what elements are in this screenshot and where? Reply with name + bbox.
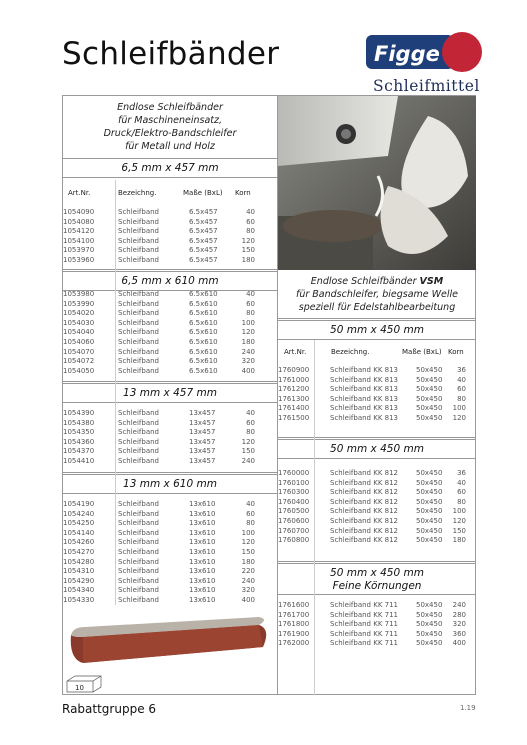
dimensions: 13x457 bbox=[189, 447, 216, 456]
article-number: 1054090 bbox=[63, 208, 95, 216]
grit: 180 bbox=[241, 256, 255, 264]
article-number: 1761200 bbox=[278, 385, 310, 394]
dimensions: 13x457 bbox=[189, 428, 216, 437]
dimensions: 13x610 bbox=[189, 538, 216, 547]
table-row bbox=[63, 300, 277, 310]
designation: Schleifband KK 812 bbox=[330, 526, 398, 535]
grit: 100 bbox=[452, 507, 466, 516]
dimensions: 13x457 bbox=[189, 418, 216, 427]
article-number: 1054080 bbox=[63, 217, 95, 226]
dimensions: 50x450 bbox=[416, 610, 443, 619]
dimensions: 50x450 bbox=[416, 526, 443, 535]
article-number: 1761600 bbox=[278, 601, 310, 609]
product-photo bbox=[278, 96, 476, 270]
grit: 80 bbox=[457, 497, 466, 506]
table-row bbox=[278, 479, 476, 489]
article-number: 1760800 bbox=[278, 536, 310, 545]
article-number: 1760900 bbox=[278, 366, 310, 374]
article-number: 1760700 bbox=[278, 526, 310, 535]
designation: Schleifband bbox=[118, 437, 160, 446]
article-number: 1054060 bbox=[63, 338, 95, 346]
grit: 150 bbox=[241, 548, 255, 556]
grit: 120 bbox=[452, 414, 466, 422]
page-title: Schleifbänder bbox=[62, 36, 280, 72]
article-number: 1761500 bbox=[278, 414, 310, 422]
grit: 180 bbox=[452, 536, 466, 545]
article-number: 1054120 bbox=[63, 227, 95, 236]
table-row bbox=[278, 395, 476, 405]
designation: Schleifband bbox=[118, 509, 160, 518]
table-row bbox=[278, 488, 476, 498]
grit: 100 bbox=[452, 404, 466, 413]
table-row bbox=[63, 256, 277, 266]
logo-text: Figge bbox=[374, 42, 440, 66]
designation: Schleifband bbox=[118, 366, 160, 375]
grit: 240 bbox=[241, 457, 255, 465]
grit: 80 bbox=[246, 428, 255, 437]
grit: 240 bbox=[241, 576, 255, 585]
table-row bbox=[63, 357, 277, 367]
grit: 60 bbox=[457, 488, 466, 497]
table-row bbox=[63, 538, 277, 548]
article-number: 1762000 bbox=[278, 639, 310, 648]
dimensions: 50x450 bbox=[416, 507, 443, 516]
designation: Schleifband bbox=[118, 557, 160, 566]
dimensions: 6.5x457 bbox=[189, 246, 218, 255]
column-header-masse: Maße (BxL) bbox=[402, 348, 442, 356]
table-row bbox=[63, 338, 277, 348]
designation: Schleifband bbox=[118, 447, 160, 456]
dimensions: 6.5x457 bbox=[189, 227, 218, 236]
table-row bbox=[63, 529, 277, 539]
table-row bbox=[278, 630, 476, 640]
grit: 150 bbox=[241, 447, 255, 456]
designation: Schleifband bbox=[118, 357, 160, 366]
table-row bbox=[63, 500, 277, 510]
dimensions: 50x450 bbox=[416, 639, 443, 648]
grit: 280 bbox=[452, 610, 466, 619]
table-row bbox=[278, 527, 476, 537]
designation: Schleifband KK 813 bbox=[330, 375, 398, 384]
article-number: 1054050 bbox=[63, 366, 95, 375]
designation: Schleifband bbox=[118, 567, 160, 576]
designation: Schleifband bbox=[118, 596, 160, 604]
designation: Schleifband KK 813 bbox=[330, 394, 398, 403]
left-intro-line: für Maschineneinsatz, bbox=[117, 115, 223, 126]
dimensions: 13x610 bbox=[189, 548, 216, 556]
grit: 180 bbox=[241, 557, 255, 566]
article-number: 1054360 bbox=[63, 437, 95, 446]
column-header-art: Art.Nr. bbox=[68, 189, 91, 197]
dimensions: 6.5x610 bbox=[189, 290, 218, 298]
dimensions: 50x450 bbox=[416, 394, 443, 403]
column-header-masse: Maße (BxL) bbox=[183, 189, 223, 197]
grit: 400 bbox=[241, 366, 255, 375]
section-header: 13 mm x 457 mm bbox=[63, 381, 277, 403]
dimensions: 50x450 bbox=[416, 375, 443, 384]
dimensions: 13x610 bbox=[189, 528, 216, 537]
grit: 40 bbox=[246, 500, 255, 508]
grit: 120 bbox=[241, 538, 255, 547]
article-number: 1054330 bbox=[63, 596, 95, 604]
table-row bbox=[63, 328, 277, 338]
section-header: 6,5 mm x 610 mm bbox=[63, 269, 277, 291]
article-number: 1054280 bbox=[63, 557, 95, 566]
table-row bbox=[63, 510, 277, 520]
article-number: 1760000 bbox=[278, 469, 310, 477]
table-row bbox=[278, 498, 476, 508]
dimensions: 13x610 bbox=[189, 576, 216, 585]
table-row bbox=[63, 548, 277, 558]
right-intro-line bbox=[278, 275, 476, 288]
grit: 60 bbox=[246, 217, 255, 226]
grit: 320 bbox=[452, 620, 466, 629]
grit: 40 bbox=[246, 208, 255, 216]
grit: 80 bbox=[246, 309, 255, 318]
grit: 60 bbox=[457, 385, 466, 394]
designation: Schleifband bbox=[118, 208, 160, 216]
dimensions: 6.5x610 bbox=[189, 366, 218, 375]
table-row bbox=[63, 419, 277, 429]
designation: Schleifband bbox=[118, 457, 160, 465]
designation: Schleifband KK 812 bbox=[330, 469, 398, 477]
column-header-art: Art.Nr. bbox=[284, 348, 307, 356]
dimensions: 13x457 bbox=[189, 437, 216, 446]
article-number: 1053980 bbox=[63, 290, 95, 298]
article-number: 1054260 bbox=[63, 538, 95, 547]
table-row bbox=[63, 227, 277, 237]
designation: Schleifband bbox=[118, 217, 160, 226]
designation: Schleifband KK 711 bbox=[330, 620, 398, 629]
grit: 80 bbox=[246, 227, 255, 236]
table-row bbox=[278, 611, 476, 621]
grit: 60 bbox=[246, 418, 255, 427]
page-number: 1.19 bbox=[460, 704, 476, 712]
designation: Schleifband bbox=[118, 428, 160, 437]
designation: Schleifband bbox=[118, 347, 160, 356]
grit: 120 bbox=[241, 236, 255, 245]
designation: Schleifband KK 711 bbox=[330, 610, 398, 619]
designation: Schleifband bbox=[118, 290, 160, 298]
designation: Schleifband bbox=[118, 256, 160, 264]
dimensions: 6.5x457 bbox=[189, 208, 218, 216]
left-intro-line: für Metall und Holz bbox=[125, 141, 215, 152]
table-row bbox=[63, 438, 277, 448]
grit: 80 bbox=[246, 519, 255, 528]
grit: 36 bbox=[457, 469, 466, 477]
belt-quantity-label: 10 bbox=[75, 684, 84, 692]
table-row bbox=[278, 517, 476, 527]
grit: 240 bbox=[241, 347, 255, 356]
article-number: 1054190 bbox=[63, 500, 95, 508]
section-header-size: 50 mm x 450 mm bbox=[330, 324, 424, 336]
section-header-subtitle: Feine Körnungen bbox=[332, 580, 422, 592]
section-header: 6,5 mm x 457 mm bbox=[63, 158, 277, 178]
dimensions: 50x450 bbox=[416, 469, 443, 477]
dimensions: 6.5x610 bbox=[189, 357, 218, 366]
left-intro bbox=[63, 101, 277, 153]
section-header-size: 50 mm x 450 mm bbox=[330, 567, 424, 579]
designation: Schleifband bbox=[118, 236, 160, 245]
designation: Schleifband KK 711 bbox=[330, 639, 398, 648]
table-row bbox=[63, 237, 277, 247]
designation: Schleifband bbox=[118, 586, 160, 595]
article-number: 1054270 bbox=[63, 548, 95, 556]
article-number: 1054040 bbox=[63, 328, 95, 337]
article-number: 1054072 bbox=[63, 357, 95, 366]
article-number: 1053970 bbox=[63, 246, 95, 255]
article-number: 1760600 bbox=[278, 517, 310, 525]
right-table-separator bbox=[314, 340, 315, 695]
right-intro-line: speziell für Edelstahlbearbeitung bbox=[298, 302, 456, 313]
designation: Schleifband bbox=[118, 500, 160, 508]
article-number: 1053960 bbox=[63, 256, 95, 264]
section-header-size: 50 mm x 450 mm bbox=[330, 443, 424, 455]
dimensions: 50x450 bbox=[416, 497, 443, 506]
figge-logo bbox=[366, 32, 484, 72]
dimensions: 13x610 bbox=[189, 567, 216, 576]
grit: 120 bbox=[452, 517, 466, 525]
logo-subtitle: Schleifmittel bbox=[373, 77, 480, 95]
table-row bbox=[63, 596, 277, 606]
designation: Schleifband KK 812 bbox=[330, 517, 398, 525]
designation: Schleifband bbox=[118, 528, 160, 537]
designation: Schleifband KK 813 bbox=[330, 404, 398, 413]
section-header bbox=[278, 318, 476, 340]
grit: 40 bbox=[246, 409, 255, 417]
article-number: 1761300 bbox=[278, 394, 310, 403]
dimensions: 13x457 bbox=[189, 409, 216, 417]
table-row bbox=[63, 457, 277, 467]
right-column-header bbox=[278, 348, 476, 358]
designation: Schleifband bbox=[118, 338, 160, 346]
designation: Schleifband KK 711 bbox=[330, 629, 398, 638]
designation: Schleifband bbox=[118, 418, 160, 427]
dimensions: 50x450 bbox=[416, 517, 443, 525]
article-number: 1760400 bbox=[278, 497, 310, 506]
grit: 120 bbox=[241, 328, 255, 337]
article-number: 1054350 bbox=[63, 428, 95, 437]
grit: 80 bbox=[457, 394, 466, 403]
dimensions: 6.5x457 bbox=[189, 256, 218, 264]
section-header: 13 mm x 610 mm bbox=[63, 472, 277, 494]
grit: 40 bbox=[246, 290, 255, 298]
article-number: 1054310 bbox=[63, 567, 95, 576]
article-number: 1054140 bbox=[63, 528, 95, 537]
left-intro-line: Endlose Schleifbänder bbox=[117, 102, 223, 113]
table-row bbox=[63, 586, 277, 596]
grit: 36 bbox=[457, 366, 466, 374]
vsm-label: VSM bbox=[419, 276, 444, 287]
dimensions: 50x450 bbox=[416, 414, 443, 422]
dimensions: 13x610 bbox=[189, 557, 216, 566]
designation: Schleifband bbox=[118, 318, 160, 327]
grit: 120 bbox=[241, 437, 255, 446]
grit: 180 bbox=[241, 338, 255, 346]
right-intro bbox=[278, 275, 476, 314]
table-row bbox=[278, 404, 476, 414]
dimensions: 50x450 bbox=[416, 404, 443, 413]
article-number: 1761000 bbox=[278, 375, 310, 384]
table-row bbox=[63, 558, 277, 568]
designation: Schleifband KK 813 bbox=[330, 366, 398, 374]
column-header-bez: Bezeichng. bbox=[331, 348, 370, 356]
article-number: 1054100 bbox=[63, 236, 95, 245]
grit: 320 bbox=[241, 586, 255, 595]
table-row bbox=[278, 601, 476, 611]
article-number: 1761800 bbox=[278, 620, 310, 629]
column-header-korn: Korn bbox=[235, 189, 251, 197]
grit: 400 bbox=[241, 596, 255, 604]
table-row bbox=[63, 208, 277, 218]
dimensions: 50x450 bbox=[416, 629, 443, 638]
article-number: 1761400 bbox=[278, 404, 310, 413]
article-number: 1054380 bbox=[63, 418, 95, 427]
table-row bbox=[63, 519, 277, 529]
article-number: 1054070 bbox=[63, 347, 95, 356]
left-intro-line: Druck/Elektro-Bandschleifer bbox=[103, 128, 237, 139]
grit: 400 bbox=[452, 639, 466, 648]
table-row bbox=[63, 428, 277, 438]
designation: Schleifband bbox=[118, 227, 160, 236]
dimensions: 6.5x457 bbox=[189, 217, 218, 226]
table-row bbox=[63, 409, 277, 419]
table-row bbox=[278, 639, 476, 649]
table-row bbox=[63, 290, 277, 300]
grit: 100 bbox=[241, 318, 255, 327]
column-header-korn: Korn bbox=[448, 348, 464, 356]
grit: 60 bbox=[246, 299, 255, 308]
table-row bbox=[278, 366, 476, 376]
left-table-separator bbox=[115, 180, 116, 605]
table-row bbox=[278, 620, 476, 630]
table-row bbox=[63, 367, 277, 377]
article-number: 1760300 bbox=[278, 488, 310, 497]
footer-discount-group: Rabattgruppe 6 bbox=[62, 702, 157, 716]
grit: 240 bbox=[452, 601, 466, 609]
grit: 220 bbox=[241, 567, 255, 576]
grit: 60 bbox=[246, 509, 255, 518]
sanding-belt-image bbox=[63, 607, 276, 677]
article-number: 1054020 bbox=[63, 309, 95, 318]
designation: Schleifband bbox=[118, 576, 160, 585]
article-number: 1760500 bbox=[278, 507, 310, 516]
designation: Schleifband KK 812 bbox=[330, 497, 398, 506]
article-number: 1054390 bbox=[63, 409, 95, 417]
section-header bbox=[278, 561, 476, 595]
dimensions: 13x610 bbox=[189, 509, 216, 518]
dimensions: 13x610 bbox=[189, 586, 216, 595]
dimensions: 6.5x610 bbox=[189, 299, 218, 308]
designation: Schleifband KK 812 bbox=[330, 478, 398, 487]
table-row bbox=[63, 319, 277, 329]
grit: 40 bbox=[457, 375, 466, 384]
designation: Schleifband KK 812 bbox=[330, 507, 398, 516]
table-row bbox=[278, 414, 476, 424]
table-row bbox=[63, 348, 277, 358]
dimensions: 50x450 bbox=[416, 620, 443, 629]
article-number: 1054340 bbox=[63, 586, 95, 595]
grit: 320 bbox=[241, 357, 255, 366]
dimensions: 6.5x610 bbox=[189, 338, 218, 346]
designation: Schleifband bbox=[118, 309, 160, 318]
article-number: 1054290 bbox=[63, 576, 95, 585]
section-header bbox=[278, 437, 476, 459]
grit: 40 bbox=[457, 478, 466, 487]
article-number: 1761700 bbox=[278, 610, 310, 619]
dimensions: 50x450 bbox=[416, 536, 443, 545]
dimensions: 6.5x610 bbox=[189, 347, 218, 356]
table-row bbox=[278, 376, 476, 386]
table-row bbox=[63, 218, 277, 228]
designation: Schleifband KK 813 bbox=[330, 385, 398, 394]
dimensions: 6.5x610 bbox=[189, 328, 218, 337]
dimensions: 50x450 bbox=[416, 601, 443, 609]
designation: Schleifband bbox=[118, 519, 160, 528]
table-row bbox=[278, 385, 476, 395]
dimensions: 6.5x610 bbox=[189, 309, 218, 318]
article-number: 1054370 bbox=[63, 447, 95, 456]
designation: Schleifband KK 813 bbox=[330, 414, 398, 422]
designation: Schleifband bbox=[118, 548, 160, 556]
table-row bbox=[278, 536, 476, 546]
table-row bbox=[63, 567, 277, 577]
designation: Schleifband bbox=[118, 328, 160, 337]
dimensions: 50x450 bbox=[416, 366, 443, 374]
grit: 150 bbox=[452, 526, 466, 535]
designation: Schleifband bbox=[118, 409, 160, 417]
table-row bbox=[63, 309, 277, 319]
table-row bbox=[63, 577, 277, 587]
dimensions: 50x450 bbox=[416, 488, 443, 497]
dimensions: 6.5x457 bbox=[189, 236, 218, 245]
grit: 360 bbox=[452, 629, 466, 638]
article-number: 1054030 bbox=[63, 318, 95, 327]
dimensions: 50x450 bbox=[416, 478, 443, 487]
belt-quantity-box bbox=[65, 675, 103, 693]
designation: Schleifband KK 812 bbox=[330, 536, 398, 545]
table-row bbox=[63, 246, 277, 256]
article-number: 1054240 bbox=[63, 509, 95, 518]
article-number: 1054250 bbox=[63, 519, 95, 528]
article-number: 1053990 bbox=[63, 299, 95, 308]
grit: 100 bbox=[241, 528, 255, 537]
dimensions: 13x610 bbox=[189, 519, 216, 528]
left-column-header bbox=[63, 189, 277, 199]
dimensions: 13x610 bbox=[189, 596, 216, 604]
designation: Schleifband KK 711 bbox=[330, 601, 398, 609]
dimensions: 50x450 bbox=[416, 385, 443, 394]
article-number: 1761900 bbox=[278, 629, 310, 638]
article-number: 1054410 bbox=[63, 457, 95, 465]
article-number: 1760100 bbox=[278, 478, 310, 487]
designation: Schleifband bbox=[118, 299, 160, 308]
table-row bbox=[278, 507, 476, 517]
designation: Schleifband KK 812 bbox=[330, 488, 398, 497]
designation: Schleifband bbox=[118, 246, 160, 255]
table-row bbox=[63, 447, 277, 457]
designation: Schleifband bbox=[118, 538, 160, 547]
dimensions: 13x457 bbox=[189, 457, 216, 465]
grit: 150 bbox=[241, 246, 255, 255]
right-intro-line: für Bandschleifer, biegsame Welle bbox=[295, 289, 459, 300]
right-intro-text: Endlose Schleifbänder bbox=[310, 276, 420, 287]
column-header-bez: Bezeichng. bbox=[118, 189, 157, 197]
dimensions: 13x610 bbox=[189, 500, 216, 508]
table-row bbox=[278, 469, 476, 479]
dimensions: 6.5x610 bbox=[189, 318, 218, 327]
